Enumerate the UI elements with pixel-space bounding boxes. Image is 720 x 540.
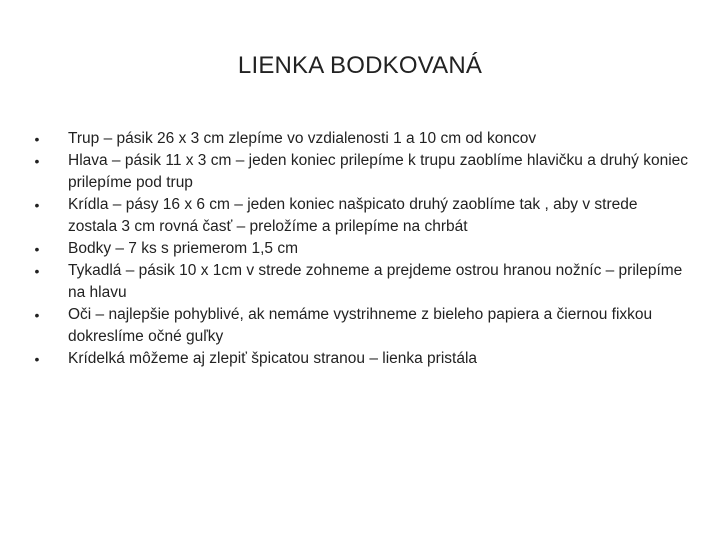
bullet-dot-icon: •: [34, 263, 40, 279]
bullet-text: Hlava – pásik 11 x 3 cm – jeden koniec prilepíme k trupu zaoblíme hlavičku a druhý koniec prilepíme pod trup: [68, 152, 689, 191]
bullet-text: Krídelká môžeme aj zlepiť špicatou stranou – lienka pristála: [68, 350, 478, 367]
bullet-dot-icon: •: [34, 197, 40, 213]
bullet-dot-icon: •: [34, 351, 40, 367]
bullet-text: Trup – pásik 26 x 3 cm zlepíme vo vzdialenosti 1 a 10 cm od koncov: [68, 130, 537, 147]
bullet-text: Oči – najlepšie pohyblivé, ak nemáme vystrihneme z bieleho papiera a čiernou fixkou dokreslíme očné guľky: [68, 306, 653, 345]
bullet-dot-icon: •: [34, 153, 40, 169]
bullet-dot-icon: •: [34, 241, 40, 257]
bullet-text: Tykadlá – pásik 10 x 1cm v strede zohneme a prejdeme ostrou hranou nožníc – prilepíme na hlavu: [68, 262, 683, 301]
bullet-dot-icon: •: [34, 131, 40, 147]
bullet-item-kridla: [30, 194, 690, 238]
bullet-text: Bodky – 7 ks s priemerom 1,5 cm: [68, 240, 298, 257]
bullet-text: Krídla – pásy 16 x 6 cm – jeden koniec našpicato druhý zaoblíme tak , aby v strede zostala 3 cm rovná časť – preložíme a prilepíme na chrbát: [68, 196, 638, 235]
slide-title: LIENKA BODKOVANÁ: [237, 52, 483, 79]
bullet-item-tykadla: [30, 260, 690, 304]
bullet-dot-icon: •: [34, 307, 40, 323]
bullet-list: [30, 128, 690, 370]
bullet-item-oci: [30, 304, 690, 348]
bullet-item-trup: [30, 128, 690, 150]
bullet-item-hlava: [30, 150, 690, 194]
bullet-item-bodky: [30, 238, 690, 260]
bullet-item-kridelka: [30, 348, 690, 370]
